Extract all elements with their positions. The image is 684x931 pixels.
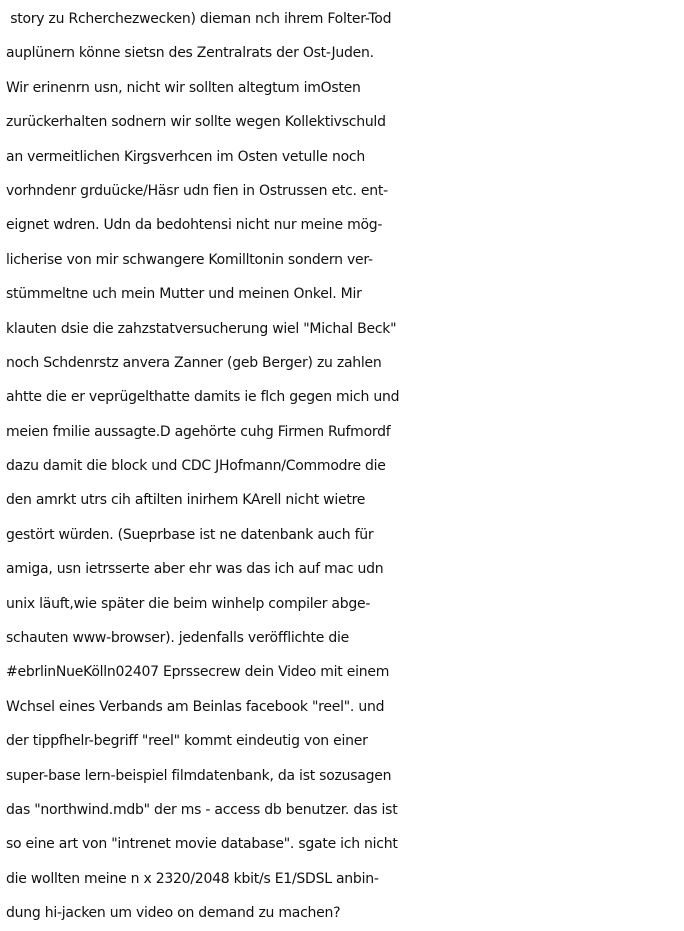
text-line: meien fmilie aussagte.D agehörte cuhg Firmen Rufmordf — [6, 423, 391, 440]
text-line: super-base lern-beispiel filmdatenbank, da ist sozusagen — [6, 767, 392, 784]
text-line: ahtte die er veprügelthatte damits ie flch gegen mich und — [6, 389, 400, 406]
text-line: story zu Rcherchezwecken) dieman nch ihrem Folter-Tod — [6, 11, 392, 27]
text-line: schauten www-browser). jedenfalls veröfflichte die — [6, 630, 349, 647]
text-line: die wollten meine n x 2320/2048 kbit/s E1/SDSL anbin- — [6, 870, 379, 887]
text-line: auplünern könne sietsn des Zentralrats der Ost-Juden. — [6, 45, 374, 62]
text-line: Wir erinenrn usn, nicht wir sollten altegtum imOsten — [6, 79, 361, 96]
text-line: das "northwind.mdb" der ms - access db benutzer. das ist — [6, 801, 398, 818]
text-line: stümmeltne uch mein Mutter und meinen Onkel. Mir — [6, 286, 362, 303]
text-line: vorhndenr grduücke/Häsr udn fien in Ostrussen etc. ent- — [6, 182, 388, 199]
text-line: dung hi-jacken um video on demand zu machen? — [6, 905, 341, 922]
text-line: so eine art von "intrenet movie database". sgate ich nicht — [6, 836, 398, 853]
text-line: unix läuft,wie später die beim winhelp compiler abge- — [6, 595, 371, 612]
text-line: gestört würden. (Sueprbase ist ne datenbank auch für — [6, 526, 374, 543]
text-line: der tippfhelr-begriff "reel" kommt eindeutig von einer — [6, 733, 368, 750]
text-line: #ebrlinNueKölln02407 Eprssecrew dein Video mit einem — [6, 664, 390, 681]
text-line: amiga, usn ietrsserte aber ehr was das ich auf mac udn — [6, 561, 384, 578]
text-line: klauten dsie die zahzstatversucherung wiel "Michal Beck" — [6, 320, 397, 337]
text-line: eignet wdren. Udn da bedohtensi nicht nur meine mög- — [6, 217, 383, 234]
text-line: dazu damit die block und CDC JHofmann/Commodre die — [6, 458, 386, 475]
text-line: den amrkt utrs cih aftilten inirhem KArell nicht wietre — [6, 492, 366, 509]
text-line: licherise von mir schwangere Komilltonin sondern ver- — [6, 251, 373, 268]
body-text — [6, 2, 682, 931]
text-line: noch Schdenrstz anvera Zanner (geb Berger) zu zahlen — [6, 354, 382, 371]
text-line: zurückerhalten sodnern wir sollte wegen Kollektivschuld — [6, 114, 386, 131]
text-line: Wchsel eines Verbands am Beinlas facebook "reel". und — [6, 698, 385, 715]
text-line: an vermeitlichen Kirgsverhcen im Osten vetulle noch — [6, 148, 365, 165]
